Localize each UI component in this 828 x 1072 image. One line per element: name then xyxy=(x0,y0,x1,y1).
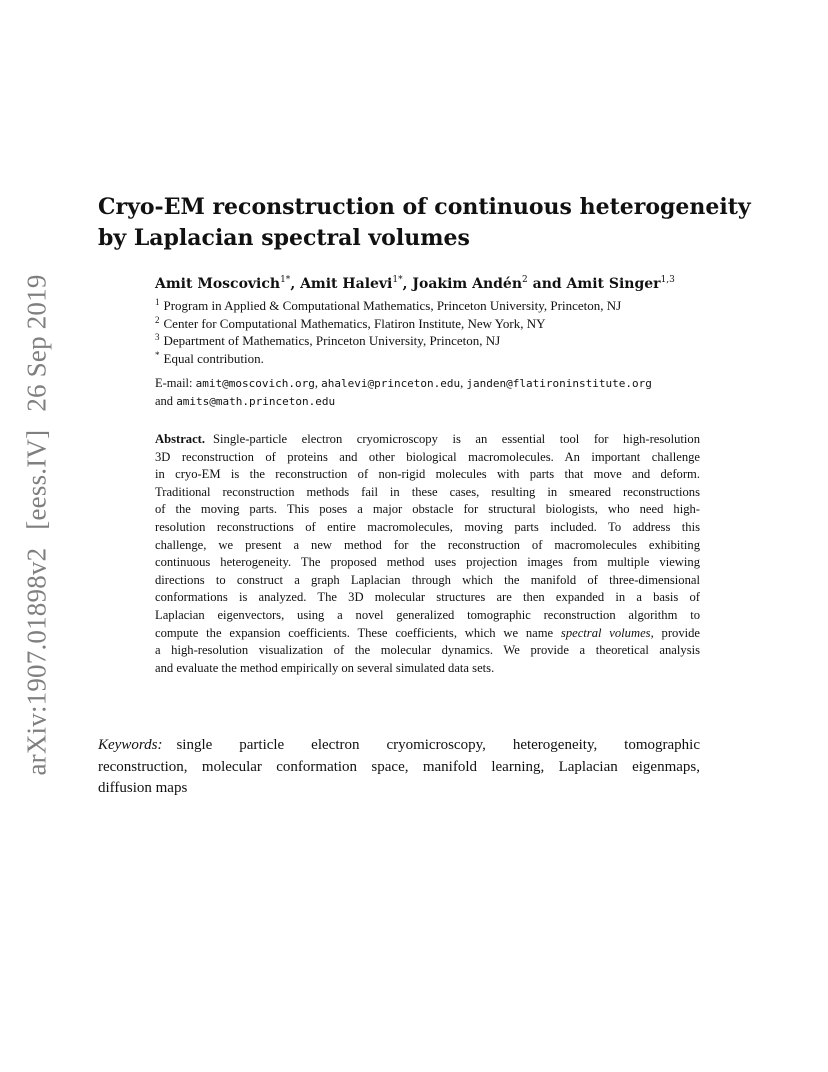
abstract-line: directions to construct a graph Laplacian through which the manifold of three-dimensional xyxy=(155,572,700,587)
affiliation-text: Program in Applied & Computational Mathematics, Princeton University, Princeton, NJ xyxy=(163,298,622,313)
affiliation-row xyxy=(155,297,621,315)
email-link[interactable]: ahalevi@princeton.edu xyxy=(321,377,461,390)
affiliation-row xyxy=(155,332,621,350)
affiliation-mark: * xyxy=(155,349,160,360)
keywords-text: single particle electron cryomicroscopy, heterogeneity, tomographic xyxy=(176,737,700,753)
abstract-heading: Abstract. xyxy=(155,432,206,446)
email-link[interactable]: amit@moscovich.org xyxy=(195,377,315,390)
arxiv-category: [eess.IV] xyxy=(21,429,52,530)
abstract-line: conformations is analyzed. The 3D molecular structures are then expanded in a basis of xyxy=(155,590,700,605)
email-separator: and xyxy=(155,393,177,408)
abstract-text: , provide xyxy=(650,625,700,640)
abstract-line: of the moving parts. This poses a major obstacle for structural biologists, who need high- xyxy=(155,502,700,517)
keywords-line: reconstruction, molecular conformation space, manifold learning, Laplacian eigenmaps, xyxy=(98,758,700,775)
abstract-line: and evaluate the method empirically on several simulated data sets. xyxy=(155,660,495,675)
keywords-line: diffusion maps xyxy=(98,780,188,796)
affiliation-row xyxy=(155,315,621,333)
email-separator: , xyxy=(314,376,322,390)
keywords xyxy=(98,735,700,800)
abstract-text: compute the expansion coefficients. These coefficients, which we name xyxy=(155,625,561,640)
title-line-1: Cryo-EM reconstruction of continuous heterogeneity xyxy=(98,194,751,220)
paper-title xyxy=(98,192,751,254)
abstract-line: 3D reconstruction of proteins and other biological macromolecules. An important challenge xyxy=(155,449,700,464)
abstract-line xyxy=(155,431,700,449)
title-line-2: by Laplacian spectral volumes xyxy=(98,225,470,251)
affiliation-text: Center for Computational Mathematics, Flatiron Institute, New York, NY xyxy=(163,315,546,331)
abstract-line xyxy=(155,625,700,643)
keywords-colon: : xyxy=(157,737,163,753)
email-separator: , xyxy=(460,376,467,390)
affiliation-text: Equal contribution. xyxy=(163,350,264,366)
author-name: Amit Moscovich xyxy=(155,276,281,292)
abstract-line: Traditional reconstruction methods fail in these cases, resulting in smeared reconstructions xyxy=(155,484,700,499)
author-mark: 1* xyxy=(280,275,291,285)
affiliation-row xyxy=(155,350,621,368)
affiliation-mark: 2 xyxy=(155,314,160,325)
author-name: Amit Singer xyxy=(566,276,661,292)
abstract-text: Single-particle electron cryomicroscopy is an essential tool for high-resolution xyxy=(213,432,700,446)
abstract-line: Laplacian eigenvectors, using a novel generalized tomographic reconstruction algorithm to xyxy=(155,607,700,622)
arxiv-id[interactable]: arXiv:1907.01898v2 xyxy=(21,547,52,776)
author-name: Joakim Andén xyxy=(412,276,523,292)
keywords-label-text: Keywords xyxy=(98,737,158,753)
email-row xyxy=(155,393,652,411)
affiliation-mark: 3 xyxy=(155,332,160,342)
abstract-line: a high-resolution visualization of the molecular dynamics. We provide a theoretical analysis xyxy=(155,643,700,658)
email-link[interactable]: amits@math.princeton.edu xyxy=(176,394,336,408)
author-list xyxy=(155,274,675,294)
abstract-line: resolution reconstructions of entire macromolecules, moving parts included. To address this xyxy=(155,519,700,534)
abstract-line: in cryo-EM is the reconstruction of non-rigid molecules with parts that move and deform. xyxy=(155,467,700,482)
abstract-line: challenge, we present a new method for the reconstruction of macromolecules exhibiting xyxy=(155,537,700,552)
affiliation-mark: 1 xyxy=(155,297,160,307)
email-block xyxy=(155,375,652,410)
author-separator: , xyxy=(290,276,301,292)
emphasis-term: spectral volumes xyxy=(560,625,651,640)
arxiv-date: 26 Sep 2019 xyxy=(21,274,52,412)
email-link[interactable]: janden@flatironinstitute.org xyxy=(466,377,652,390)
affiliation-text: Department of Mathematics, Princeton University, Princeton, NJ xyxy=(163,333,501,348)
email-row xyxy=(155,375,652,393)
keywords-label xyxy=(98,737,162,753)
author-mark: 1* xyxy=(392,275,403,285)
affiliation-list xyxy=(155,297,621,367)
author-mark: 1,3 xyxy=(660,275,675,285)
keywords-line xyxy=(98,735,700,757)
author-separator: and xyxy=(527,276,567,292)
abstract-line: continuous heterogeneity. The proposed method uses projection images from multiple viewing xyxy=(155,555,700,570)
abstract xyxy=(155,431,700,677)
author-separator: , xyxy=(402,276,413,292)
email-label: E-mail: xyxy=(155,376,196,390)
author-mark: 2 xyxy=(522,275,528,285)
author-name: Amit Halevi xyxy=(300,276,393,292)
arxiv-sidebar-stamp xyxy=(22,274,53,775)
